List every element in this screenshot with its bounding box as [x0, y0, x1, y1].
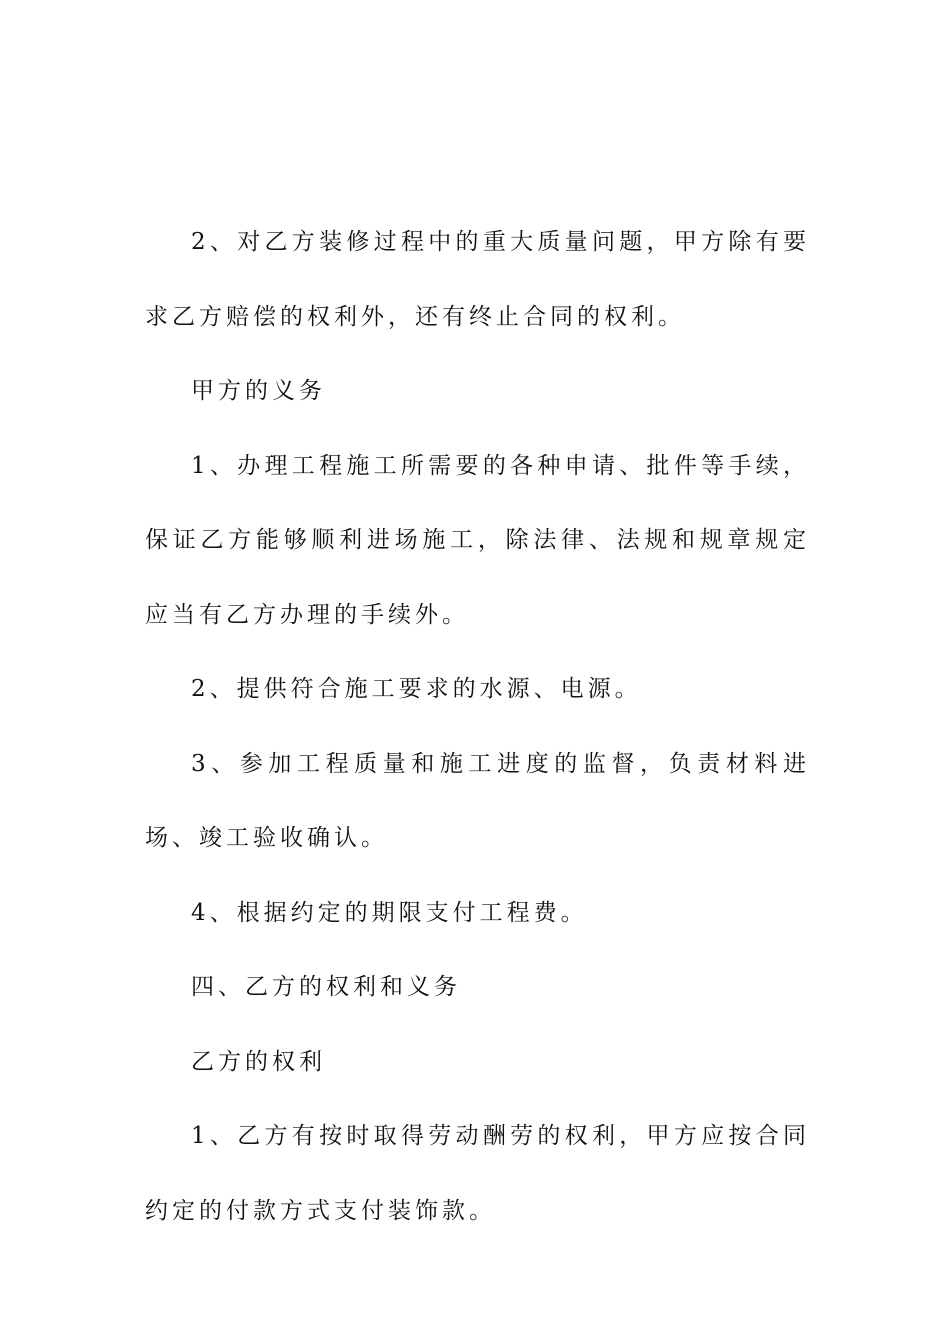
paragraph-party-b-right-1: 1、乙方有按时取得劳动酬劳的权利，甲方应按合同约定的付款方式支付装饰款。	[145, 1123, 810, 1224]
heading-party-a-obligations: 甲方的义务	[191, 378, 326, 404]
heading-party-b-rights: 乙方的权利	[191, 1048, 326, 1075]
document-body	[145, 205, 810, 1248]
section-heading-party-b: 四、乙方的权利和义务	[191, 974, 461, 1000]
paragraph-party-a-obligation-1: 1、办理工程施工所需要的各种申请、批件等手续，保证乙方能够顺利进场施工，除法律、法规和规章规定应当有乙方办理的手续外。	[145, 452, 810, 628]
paragraph-party-a-obligation-4: 4、根据约定的期限支付工程费。	[191, 899, 588, 926]
paragraph-party-a-obligation-2: 2、提供符合施工要求的水源、电源。	[191, 676, 642, 702]
paragraph-party-a-right-2: 2、对乙方装修过程中的重大质量问题，甲方除有要求乙方赔偿的权利外，还有终止合同的权利。	[145, 229, 810, 330]
paragraph-party-a-obligation-3: 3、参加工程质量和施工进度的监督，负责材料进场、竣工验收确认。	[145, 750, 810, 851]
